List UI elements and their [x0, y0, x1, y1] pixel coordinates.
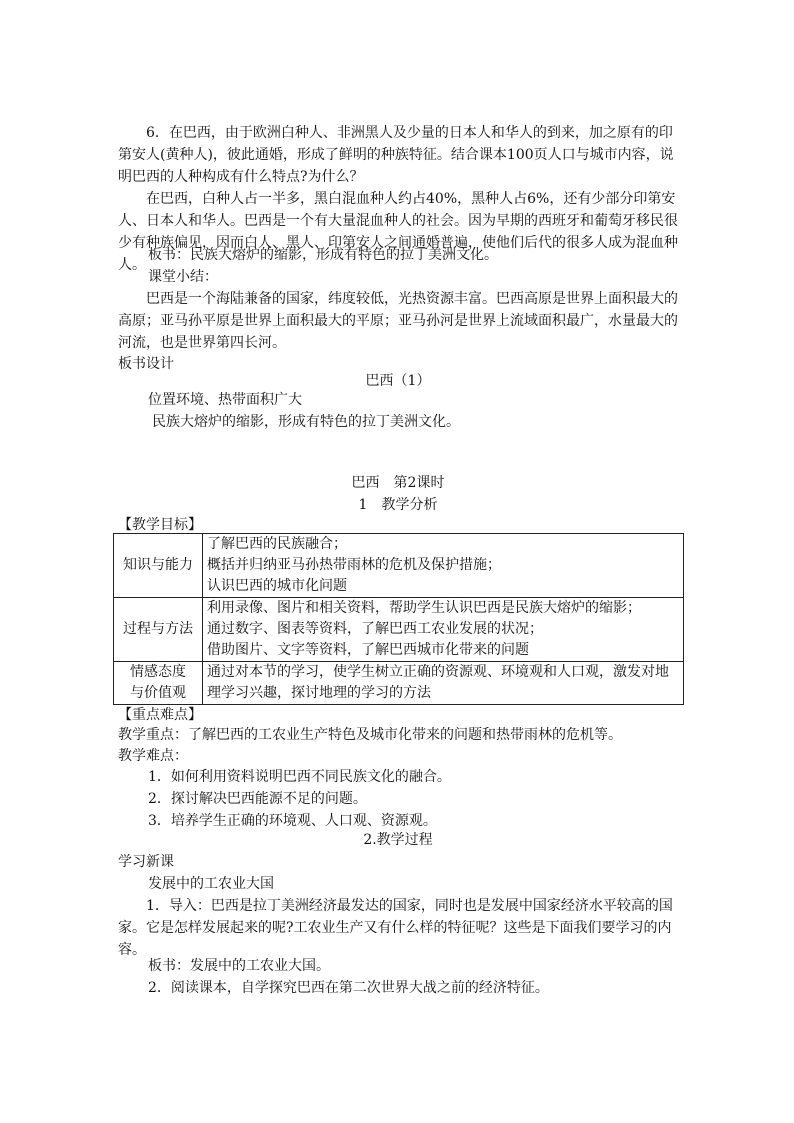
- question-6: 6．在巴西，由于欧洲白种人、非洲黑人及少量的日本人和华人的到来，加之原有的印第安人(黄种人)，彼此通婚，形成了鲜明的种族特征。结合课本100页人口与城市内容，说明巴西的人种构成有什么特点?为什么？: [118, 125, 674, 185]
- goal-items: [203, 662, 684, 705]
- lesson-title: 巴西 第2课时: [351, 475, 445, 491]
- goal-label-line: 与价值观: [130, 685, 186, 701]
- goal-label: 过程与方法: [114, 598, 203, 662]
- board-design-title: 板书设计: [118, 356, 174, 372]
- lesson-subtitle: 1 教学分析: [358, 497, 438, 513]
- table-row: [114, 534, 684, 598]
- board-design-heading: 巴西（1）: [365, 373, 431, 389]
- goal-items: [203, 534, 684, 598]
- intro-paragraph: 1．导入：巴西是拉丁美洲经济最发达的国家，同时也是发展中国家经济水平较高的国家。它是怎样发展起来的呢?工农业生产又有什么样的特征呢？这些是下面我们要学习的内容。: [118, 898, 673, 958]
- blackboard-note: 板书：民族大熔炉的缩影，形成有特色的拉丁美洲文化。: [148, 247, 498, 263]
- table-row: [114, 598, 684, 662]
- difficult-title: 教学难点：: [118, 748, 188, 764]
- goal-label-line: 情感态度: [130, 664, 186, 680]
- answer-paragraph: 在巴西，白种人占一半多，黑白混血种人约占40%，黑种人占6%，还有少部分印第安人、日本人和华人。巴西是一个有大量混血种人的社会。因为早期的西班牙和葡萄牙移民很少有种族偏见，因而白人、黑人、印第安人之间通婚普遍，使他们后代的很多人成为混血种人。: [118, 191, 678, 273]
- goal-item: 了解巴西的民族融合；: [207, 536, 347, 552]
- goal-item: 利用录像、图片和相关资料，帮助学生认识巴西是民族大熔炉的缩影；: [207, 600, 641, 616]
- table-row: [114, 662, 684, 705]
- difficult-item: 2．探讨解决巴西能源不足的问题。: [148, 791, 367, 807]
- goal-item: 认识巴西的城市化问题: [207, 578, 347, 594]
- new-lesson: 学习新课: [118, 854, 174, 870]
- topic: 发展中的工农业大国: [148, 876, 274, 892]
- goal-item: 借助图片、文字等资料，了解巴西城市化带来的问题: [207, 642, 529, 658]
- difficult-item: 3．培养学生正确的环境观、人口观、资源观。: [148, 813, 437, 829]
- summary-title: 课堂小结：: [148, 269, 218, 285]
- goals-table: [113, 533, 684, 705]
- reading-task: 2．阅读课本，自学探究巴西在第二次世界大战之前的经济特征。: [148, 980, 549, 996]
- goal-item: 通过对本节的学习，使学生树立正确的资源观、环境观和人口观，激发对地理学习兴趣，探讨地理的学习的方法: [207, 664, 669, 701]
- board-design-line-2: 民族大熔炉的缩影，形成有特色的拉丁美洲文化。: [152, 414, 460, 430]
- goal-items: [203, 598, 684, 662]
- board-design-line-1: 位置环境、热带面积广大: [148, 392, 302, 408]
- difficult-item: 1．如何利用资料说明巴西不同民族文化的融合。: [148, 769, 451, 785]
- key-points: 教学重点：了解巴西的工农业生产特色及城市化带来的问题和热带雨林的危机等。: [118, 727, 622, 743]
- summary-paragraph: 巴西是一个海陆兼备的国家，纬度较低，光热资源丰富。巴西高原是世界上面积最大的高原；亚马孙平原是世界上面积最大的平原；亚马孙河是世界上流域面积最广，水量最大的河流，也是世界第四长河。: [118, 291, 678, 351]
- goal-label: 知识与能力: [114, 534, 203, 598]
- goal-item: 概括并归纳亚马孙热带雨林的危机及保护措施；: [207, 557, 501, 573]
- goal-label: [114, 662, 203, 705]
- goals-heading: 【教学目标】: [118, 517, 202, 533]
- key-heading: 【重点难点】: [118, 707, 202, 723]
- process-title: 2.教学过程: [363, 832, 433, 848]
- blackboard-note-2: 板书：发展中的工农业大国。: [148, 958, 330, 974]
- goal-item: 通过数字、图表等资料，了解巴西工农业发展的状况；: [207, 621, 543, 637]
